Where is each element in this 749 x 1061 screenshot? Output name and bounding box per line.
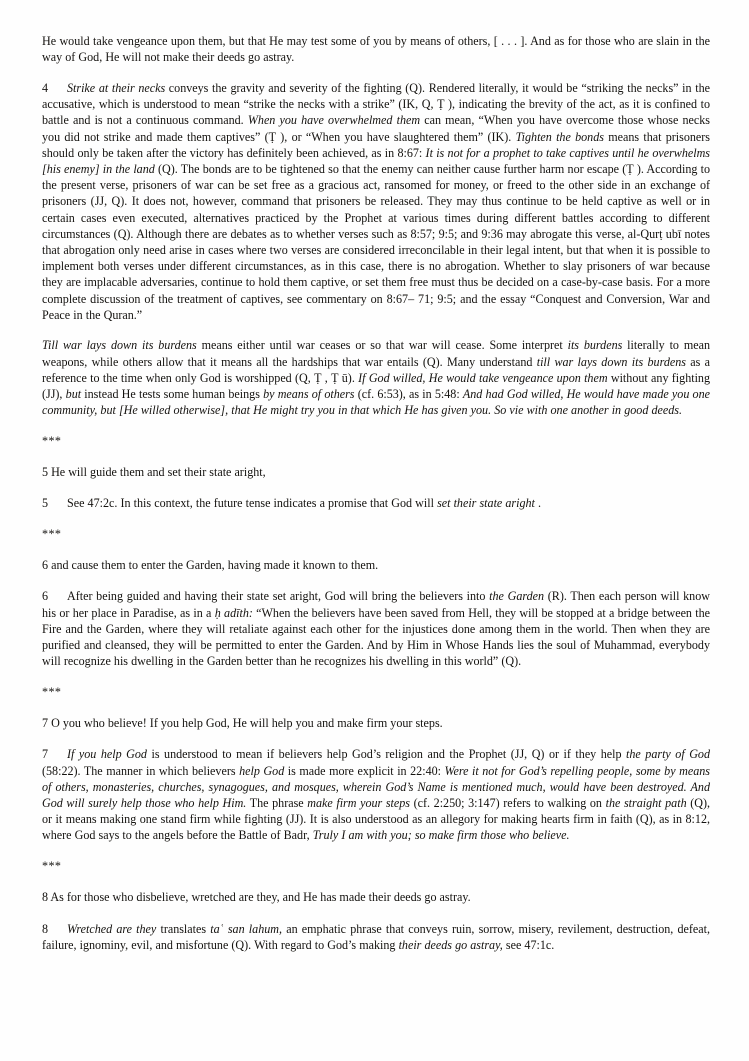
text-run-italic: Tighten the bonds: [515, 129, 604, 144]
text-run: 6 and cause them to enter the Garden, having made it known to them.: [42, 558, 379, 573]
text-run: (Q). The bonds are to be tightened so that the enemy can neither cause further harm nor escape (Ṭ ). According to the present verse, prisoners of war can be set free as a gracious act, ransomed for money, or freed to the other side in an exchange of prisoners (JJ, Q). It does not, however, command that prisoners be released. They may thus continue to be held captive as well or in certain cases even executed, alternatives practiced by the Prophet at various times during different battles according to different circumstances (Q). Although there are debates as to whether verses such as 8:57; 9:5; and 9:36 may abrogate this verse, al-Qurṭ ubī notes that abrogation only need arise in cases where two verses are considered irreconcilable in their legal intent, but that when it is possible to implement both verses under different circumstances, as in this case, there is no abrogation. Whether to slay prisoners of war because they are implacable adversaries, continue to hold them captive, or set them free must thus be decided on a case-by-case basis. For a more complete discussion of the treatment of captives, see commentary on 8:67– 71; 9:5; and the essay “Conquest and Conversion, War and Peace in the Quran.”: [42, 161, 710, 322]
text-run-italic: When you have overwhelmed them: [247, 113, 421, 128]
text-run-italic: Were it not for God’s repelling people, some by means of others, monasteries, churches, synagogues, and mosques, wherein God’s Name is mentioned much, would have been destroyed. And God will surely help those who help Him.: [42, 763, 710, 811]
commentary-paragraph: [42, 746, 710, 843]
text-run: (cf. 2:250; 3:147) refers to walking on: [410, 796, 606, 811]
text-run: means that prisoners should only be taken after the victory has definitely been achieved, as in 8:67:: [42, 129, 710, 160]
verse-line: [42, 715, 710, 731]
verse-line: [42, 557, 710, 573]
text-run-italic: set their state aright: [437, 496, 535, 511]
text-run: He would take vengeance upon them, but that He may test some of you by means of others, [ . . . ]. And as for those who are slain in the way of God, He will not make their deeds go astray.: [42, 34, 710, 65]
text-run-italic: but: [65, 387, 82, 402]
text-run: 5 He will guide them and set their state aright,: [42, 465, 266, 480]
text-run-italic: Truly I am with you; so make firm those who believe.: [312, 828, 570, 843]
text-run: After being guided and having their state set aright, God will bring the believers into: [67, 589, 490, 604]
section-separator: ***: [42, 527, 62, 542]
verse-line: [42, 889, 710, 905]
verse-line: [42, 464, 710, 480]
text-run-italic: the Garden: [489, 589, 545, 604]
text-run: (58:22). The manner in which believers: [42, 763, 240, 778]
text-run: (Q), or it means making one stand firm while fighting (JJ). It is also understood as an allegory for making hearts firm in faith (Q), as in 8:12, where God says to the angels before the Battle of Badr,: [42, 796, 711, 843]
text-run: (cf. 6:53), as in 5:48:: [354, 387, 463, 402]
text-run-italic: its burdens: [567, 338, 623, 353]
text-run-italic: make firm your steps: [307, 796, 410, 811]
text-run: literally to mean weapons, while others allow that it means all the hardships that war entails (Q). Many understand: [42, 338, 710, 369]
text-run: 7 O you who believe! If you help God, He will help you and make firm your steps.: [42, 716, 443, 731]
section-separator: ***: [42, 859, 62, 874]
commentary-paragraph: [42, 495, 710, 511]
section-separator: ***: [42, 433, 62, 448]
text-run: .: [534, 496, 542, 511]
text-run: without any fighting (JJ),: [42, 370, 710, 402]
text-run-italic: It is not for a prophet to take captives until he overwhelms [his enemy] in the land: [42, 145, 711, 176]
text-run: as a reference to the time when only God is worshipped (Q, Ṭ , Ṭ ū).: [42, 354, 710, 385]
text-run-italic: And had God willed, He would have made you one community, but [He willed otherwise], that He might try you in that which He has given you. So vie with one another in good deeds.: [42, 387, 710, 418]
text-column: [42, 33, 710, 953]
text-run-italic: the party of God: [626, 747, 710, 762]
text-run-italic: Strike at their necks: [67, 80, 166, 95]
commentary-marker: 7: [42, 747, 49, 762]
text-run-italic: Till war lays down its burdens: [42, 338, 197, 353]
text-run: translates: [156, 921, 211, 936]
commentary-paragraph: [42, 921, 710, 953]
commentary-paragraph: [42, 80, 710, 323]
text-run: The phrase: [246, 796, 308, 811]
commentary-marker: 6: [42, 589, 49, 604]
text-run: see 47:1c.: [502, 937, 555, 952]
text-run: conveys the gravity and severity of the fighting (Q). Rendered literally, it would be “striking the necks” in the accusative, which is understood to mean “strike the necks with a strike” (IK, Q, Ṭ ), indicating the brevity of the act, as it is confined to battle and is not a continuous command.: [42, 80, 710, 128]
text-run: is made more explicit in 22:40:: [284, 763, 445, 778]
body-paragraph: [42, 33, 710, 65]
text-run: means either until war ceases or so that war will cease. Some interpret: [196, 338, 568, 353]
text-run-italic: their deeds go astray,: [398, 937, 503, 952]
text-run-italic: till war lays down its burdens: [536, 354, 686, 369]
commentary-marker: 5: [42, 496, 49, 511]
text-run: is understood to mean if believers help God’s religion and the Prophet (JJ, Q) or if they help: [146, 747, 627, 762]
text-run: can mean, “When you have overcome those whose necks you did not strike and made them captives” (Ṭ ), or “When you have slaughtered them” (IK).: [42, 113, 711, 144]
commentary-marker: 4: [42, 80, 49, 95]
text-run: instead He tests some human beings: [81, 387, 264, 402]
text-run-italic: Wretched are they: [67, 921, 157, 936]
text-run: See 47:2c. In this context, the future tense indicates a promise that God will: [67, 496, 438, 511]
text-run-italic: If you help God: [67, 747, 147, 762]
text-run-italic: ḥ adīth:: [214, 605, 253, 620]
text-run: 8 As for those who disbelieve, wretched are they, and He has made their deeds go astray.: [42, 890, 471, 905]
text-run-italic: taʿ san lahum,: [210, 921, 283, 936]
text-run-italic: by means of others: [263, 387, 355, 402]
text-run: an emphatic phrase that conveys ruin, sorrow, misery, revilement, destruction, defeat, failure, ignominy, evil, and misfortune (Q). With regard to God’s making: [42, 921, 710, 952]
commentary-paragraph: [42, 588, 710, 669]
text-run: (R). Then each person will know his or her place in Paradise, as in a: [42, 589, 710, 620]
section-separator: ***: [42, 685, 62, 699]
text-run: “When the believers have been saved from Hell, they will be stopped at a bridge between the Fire and the Garden, where they will retaliate against each other for the injustices done among them in the world. Then when they are purified and cleansed, they will be permitted to enter the Garden. And by Him in Whose Hands lies the soul of Muhammad, everybody will recognize his dwelling in the Garden better than he recognizes his dwelling in this world” (Q).: [42, 605, 711, 669]
text-run-italic: the straight path: [605, 796, 687, 811]
text-run-italic: If God willed, He would take vengeance upon them: [358, 370, 608, 385]
commentary-marker: 8: [42, 921, 49, 936]
commentary-paragraph: [42, 337, 710, 418]
text-run-italic: help God: [239, 763, 285, 778]
